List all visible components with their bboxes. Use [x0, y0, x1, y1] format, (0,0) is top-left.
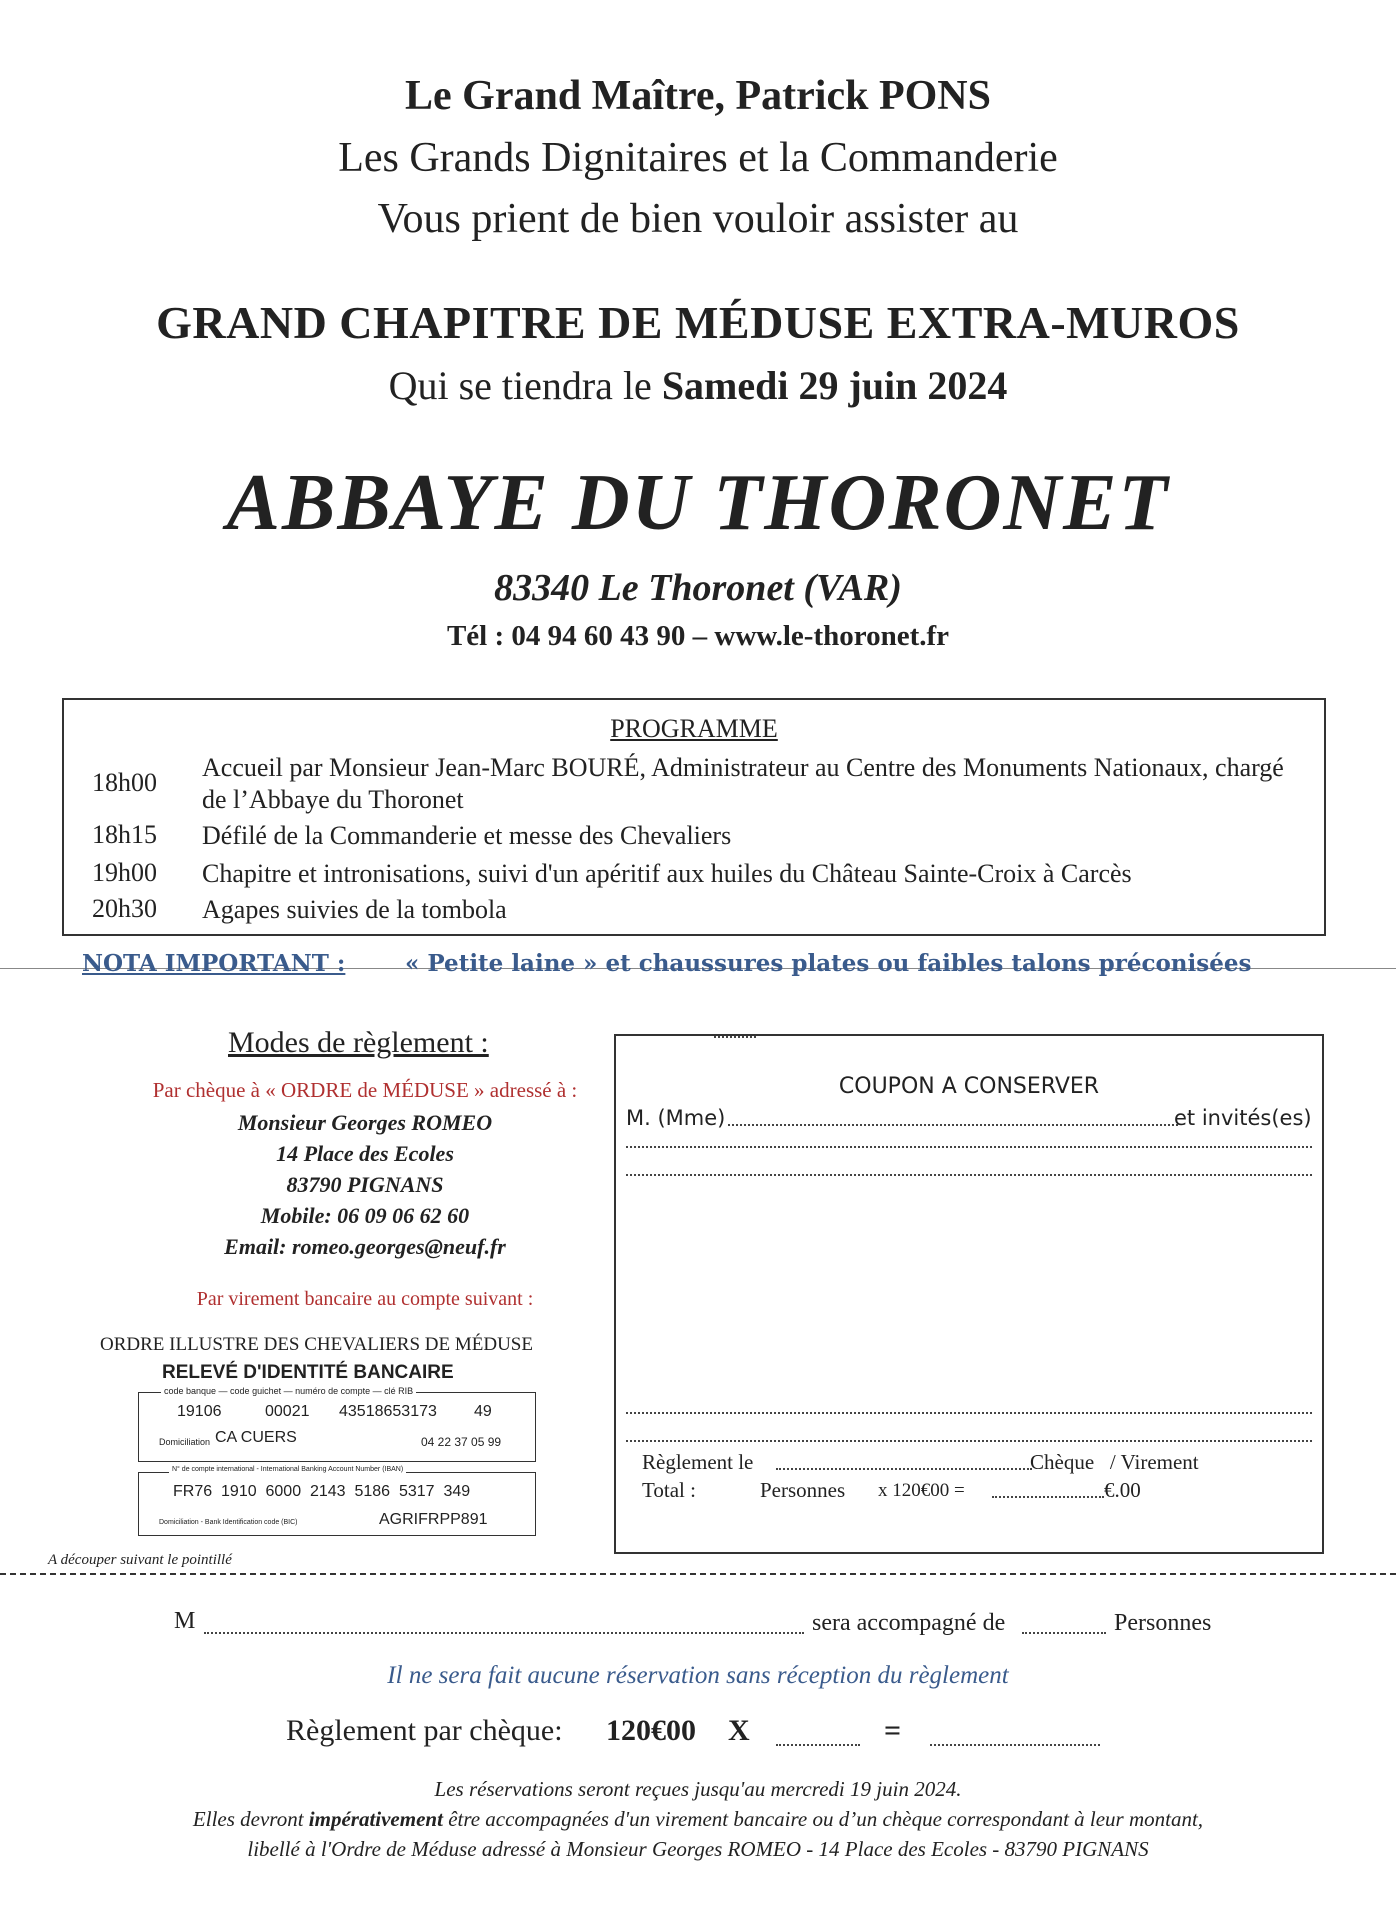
- programme-text: Défilé de la Commanderie et messe des Chevaliers: [202, 821, 732, 850]
- coupon-date-field[interactable]: [776, 1468, 1032, 1470]
- programme-item: [92, 752, 1312, 816]
- iban: FR76 1910 6000 2143 5186 5317 349: [173, 1483, 471, 1500]
- event-title: GRAND CHAPITRE DE MÉDUSE EXTRA-MUROS: [156, 297, 1240, 348]
- programme-text: Agapes suivies de la tombola: [202, 895, 507, 924]
- programme-time: 19h00: [92, 858, 157, 887]
- coupon-reglement-label: Règlement le: [642, 1450, 754, 1474]
- cut-note: A découper suivant le pointillé: [48, 1552, 232, 1568]
- programme-item: [92, 894, 1312, 926]
- programme-item: [92, 858, 1312, 890]
- coupon-box: [614, 1034, 1324, 1554]
- programme-title: PROGRAMME: [610, 714, 778, 743]
- reply-m-label: M: [174, 1608, 196, 1634]
- programme-time: 18h00: [92, 768, 157, 797]
- cheque-intro: Par chèque à « ORDRE de MÉDUSE » adressé à :: [152, 1078, 578, 1102]
- event-date-prefix: Qui se tiendra le: [388, 363, 662, 408]
- bic-label: Domiciliation - Bank Identification code (BIC): [159, 1519, 298, 1526]
- payee-city: 83790 PIGNANS: [286, 1172, 444, 1197]
- coupon-line[interactable]: [626, 1412, 1312, 1414]
- programme-time: 18h15: [92, 820, 157, 849]
- coupon-price-label: x 120€00 =: [878, 1480, 965, 1501]
- numero-compte: 43518653173: [339, 1403, 437, 1420]
- payee-street: 14 Place des Ecoles: [276, 1141, 454, 1166]
- reply-cheque-label: Règlement par chèque:: [286, 1714, 563, 1747]
- programme-time: 20h30: [92, 894, 157, 923]
- venue-name: ABBAYE DU THORONET: [226, 459, 1170, 547]
- coupon-total-label: Total :: [642, 1478, 696, 1502]
- cut-line: [0, 1573, 1396, 1575]
- coupon-guests-label: et invités(es): [1174, 1106, 1312, 1130]
- rib-box: [138, 1386, 536, 1462]
- programme-box: [62, 698, 1326, 936]
- footer-emphasis: impérativement: [308, 1807, 443, 1831]
- reply-quantity-field[interactable]: [776, 1744, 860, 1746]
- footer-line-2-c: être accompagnées d'un virement bancaire ou d’un chèque correspondant à leur montant,: [442, 1807, 1204, 1831]
- header-line-2: Les Grands Dignitaires et la Commanderie: [338, 135, 1058, 181]
- coupon-currency: €.00: [1104, 1478, 1141, 1502]
- nota-label: NOTA IMPORTANT :: [82, 950, 346, 977]
- coupon-persons-label: Personnes: [760, 1478, 846, 1502]
- event-date: Samedi 29 juin 2024: [661, 363, 1008, 408]
- footer-line-2: [0, 1804, 1396, 1834]
- bic: AGRIFRPP891: [379, 1511, 488, 1528]
- reply-count-field[interactable]: [1022, 1632, 1106, 1634]
- coupon-name-field[interactable]: [728, 1124, 1178, 1126]
- domiciliation: CA CUERS: [215, 1429, 297, 1446]
- transfer-intro: Par virement bancaire au compte suivant :: [196, 1288, 534, 1310]
- reply-times: X: [728, 1714, 750, 1747]
- payee-email: Email: romeo.georges@neuf.fr: [224, 1234, 506, 1259]
- coupon-line[interactable]: [626, 1174, 1312, 1176]
- iban-label: N° de compte international - International Banking Account Number (IBAN): [169, 1466, 406, 1473]
- rib-title: RELEVÉ D'IDENTITÉ BANCAIRE: [162, 1362, 454, 1383]
- coupon-name-label: M. (Mme): [626, 1106, 726, 1130]
- coupon-line[interactable]: [626, 1146, 1312, 1148]
- venue-contact: Tél : 04 94 60 43 90 – www.le-thoronet.fr: [446, 620, 950, 652]
- footer-line-3: libellé à l'Ordre de Méduse adressé à Monsieur Georges ROMEO - 14 Place des Ecoles - 83790 PIGNANS: [247, 1837, 1149, 1861]
- coupon-persons-field[interactable]: [714, 1036, 756, 1038]
- coupon-mode-label: Chèque / Virement: [1030, 1450, 1199, 1474]
- reply-name-field[interactable]: [204, 1632, 804, 1634]
- programme-text: Accueil par Monsieur Jean-Marc BOURÉ, Administrateur au Centre des Monuments Nationaux, chargé de l’Abbaye du Thoronet: [202, 753, 1284, 814]
- domiciliation-label: Domiciliation: [159, 1437, 211, 1447]
- reply-persons-label: Personnes: [1114, 1610, 1212, 1636]
- footer-line-2-a: Elles devront: [192, 1807, 309, 1831]
- programme-text: Chapitre et intronisations, suivi d'un apéritif aux huiles du Château Sainte-Croix à Carcès: [202, 859, 1132, 888]
- code-banque: 19106: [177, 1403, 222, 1420]
- venue-address: 83340 Le Thoronet (VAR): [494, 567, 902, 609]
- iban-box: [138, 1466, 536, 1536]
- reply-equals: =: [884, 1714, 902, 1747]
- reply-amount: 120€00: [606, 1714, 696, 1747]
- code-guichet: 00021: [265, 1403, 310, 1420]
- coupon-title: COUPON A CONSERVER: [838, 1074, 1100, 1099]
- event-date-line: [0, 362, 1396, 409]
- payee-name: Monsieur Georges ROMEO: [237, 1110, 493, 1135]
- payee-mobile: Mobile: 06 09 06 62 60: [260, 1203, 470, 1228]
- payment-title: Modes de règlement :: [228, 1026, 489, 1059]
- programme-item: [92, 820, 1312, 852]
- footer-line-1: Les réservations seront reçues jusqu'au mercredi 19 juin 2024.: [434, 1777, 962, 1801]
- header-line-3: Vous prient de bien vouloir assister au: [377, 196, 1019, 242]
- organisation-name: ORDRE ILLUSTRE DES CHEVALIERS DE MÉDUSE: [100, 1334, 533, 1355]
- nota-text: « Petite laine » et chaussures plates ou faibles talons préconisées: [405, 950, 1252, 977]
- bank-phone: 04 22 37 05 99: [421, 1435, 502, 1449]
- reply-accompanied-label: sera accompagné de: [812, 1610, 1006, 1636]
- rib-headers: code banque — code guichet — numéro de compte — clé RIB: [161, 1386, 416, 1396]
- header-line-1: Le Grand Maître, Patrick PONS: [405, 73, 991, 119]
- reply-total-field[interactable]: [930, 1744, 1100, 1746]
- coupon-line[interactable]: [626, 1440, 1312, 1442]
- cle-rib: 49: [474, 1403, 492, 1420]
- reply-notice: Il ne sera fait aucune réservation sans réception du règlement: [387, 1662, 1009, 1689]
- coupon-amount-field[interactable]: [992, 1496, 1104, 1498]
